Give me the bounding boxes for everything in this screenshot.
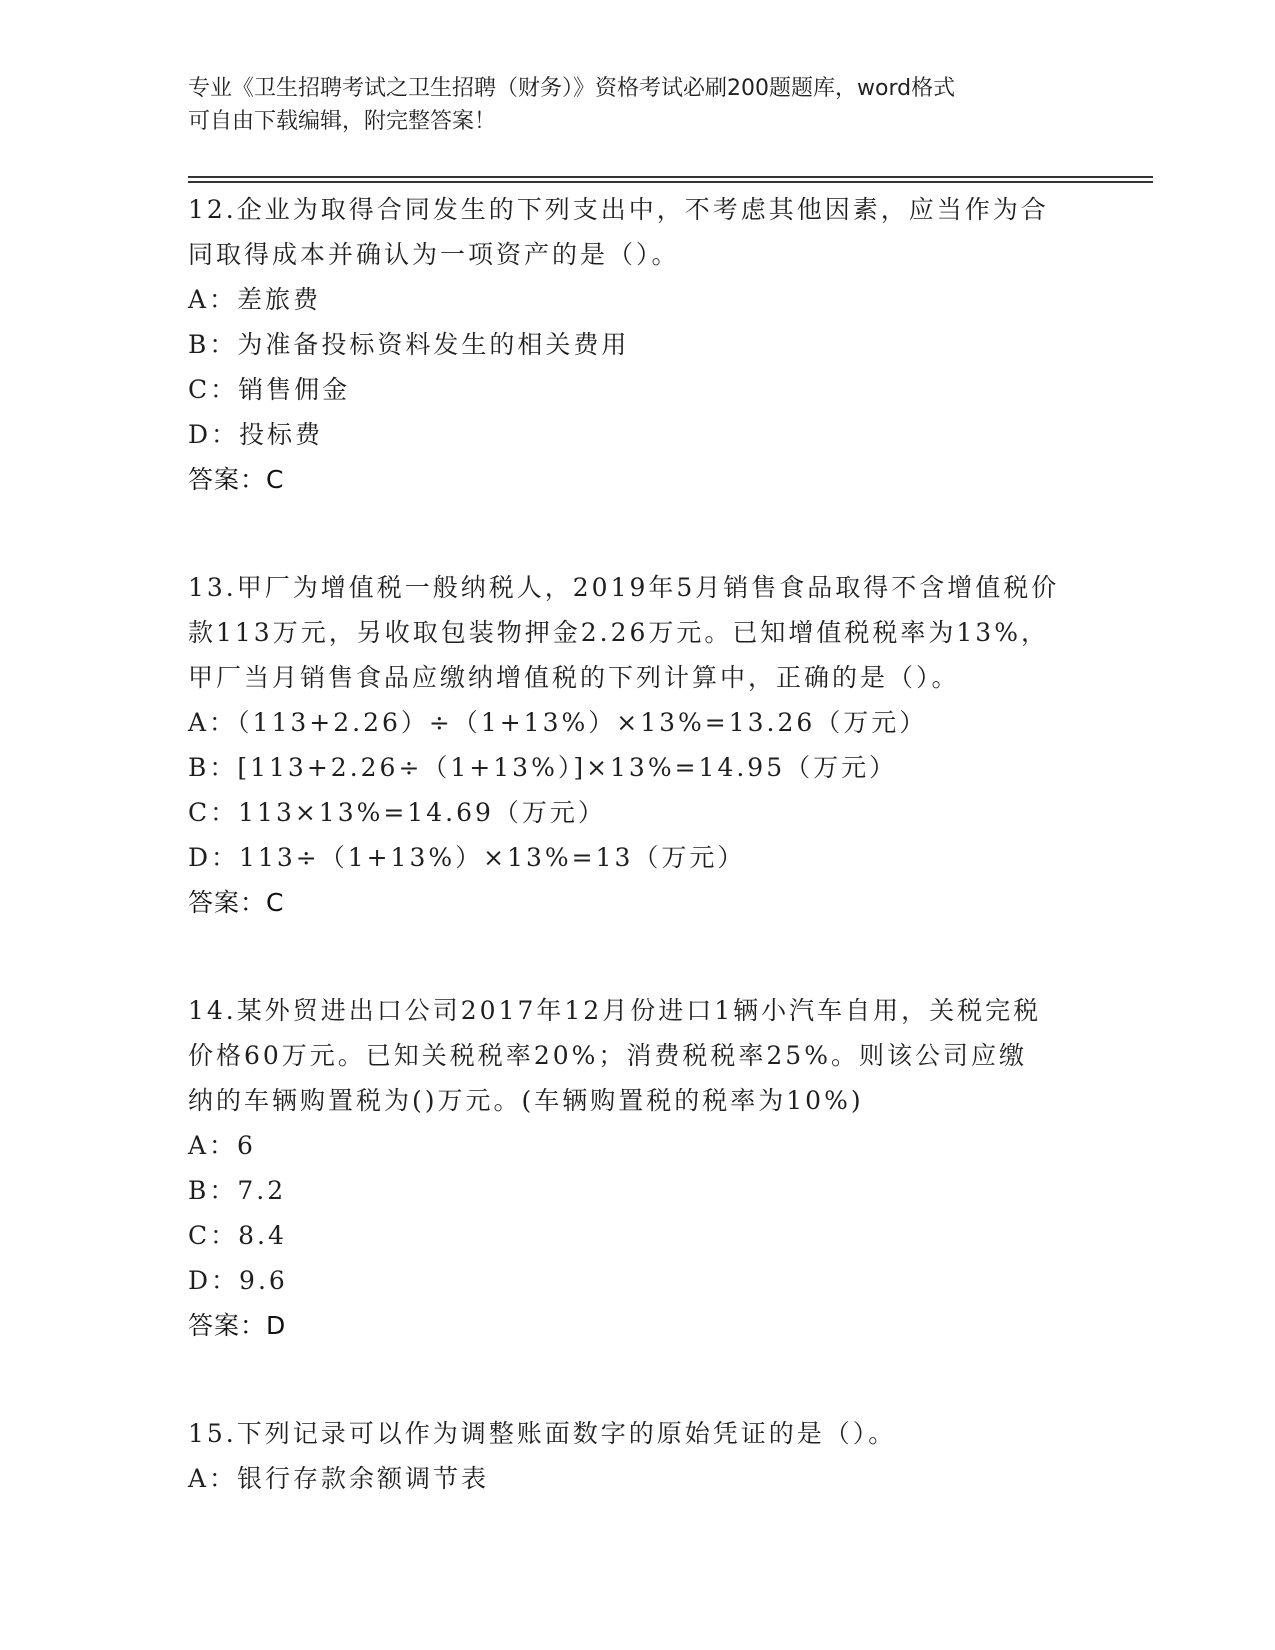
question-stem [188, 187, 1088, 277]
question-list [188, 187, 1088, 1501]
question-spacer [188, 925, 1088, 988]
question-block [188, 1411, 1088, 1501]
stem-line: 15.下列记录可以作为调整账面数字的原始凭证的是（）。 [188, 1419, 897, 1448]
option-d: D：113÷（1+13%）×13%=13（万元） [188, 843, 746, 872]
option-d: D：9.6 [188, 1266, 288, 1295]
option-a: A：银行存款余额调节表 [188, 1464, 490, 1493]
stem-line: 14.某外贸进出口公司2017年12月份进口1辆小汽车自用，关税完税 [188, 996, 1042, 1025]
stem-line: 12.企业为取得合同发生的下列支出中，不考虑其他因素，应当作为合 [188, 195, 1049, 224]
question-stem [188, 565, 1088, 700]
question-spacer [188, 1348, 1088, 1411]
stem-line: 价格60万元。已知关税税率20%；消费税税率25%。则该公司应缴 [188, 1041, 1027, 1070]
stem-line: 纳的车辆购置税为()万元。(车辆购置税的税率为10%) [188, 1086, 864, 1115]
option-c: C：销售佣金 [188, 375, 351, 404]
answer-line: 答案：C [188, 888, 285, 917]
option-a: A：差旅费 [188, 285, 322, 314]
stem-line: 款113万元，另收取包装物押金2.26万元。已知增值税税率为13%， [188, 618, 1049, 647]
document-header [188, 72, 1088, 138]
header-line-1: 专业《卫生招聘考试之卫生招聘（财务）》资格考试必刷200题题库，word格式 [188, 76, 956, 101]
stem-line: 甲厂当月销售食品应缴纳增值税的下列计算中，正确的是（）。 [188, 663, 960, 692]
question-spacer [188, 502, 1088, 565]
question-stem [188, 988, 1088, 1123]
question-block [188, 565, 1088, 925]
option-a: A：（113+2.26）÷（1+13%）×13%=13.26（万元） [188, 708, 928, 737]
option-c: C：113×13%=14.69（万元） [188, 798, 606, 827]
option-a: A：6 [188, 1131, 256, 1160]
question-block [188, 988, 1088, 1348]
question-stem [188, 1411, 1088, 1456]
answer-line: 答案：C [188, 465, 285, 494]
header-divider-top [188, 176, 1153, 178]
option-c: C：8.4 [188, 1221, 287, 1250]
option-b: B：7.2 [188, 1176, 287, 1205]
stem-line: 同取得成本并确认为一项资产的是（）。 [188, 240, 680, 269]
answer-line: 答案：D [188, 1311, 287, 1340]
stem-line: 13.甲厂为增值税一般纳税人，2019年5月销售食品取得不含增值税价 [188, 573, 1060, 602]
option-b: B：为准备投标资料发生的相关费用 [188, 330, 630, 359]
header-line-2: 可自由下载编辑，附完整答案！ [188, 109, 497, 134]
question-block [188, 187, 1088, 502]
header-divider-bottom [188, 181, 1153, 183]
option-d: D：投标费 [188, 420, 324, 449]
option-b: B：[113+2.26÷（1+13%）]×13%=14.95（万元） [188, 753, 898, 782]
